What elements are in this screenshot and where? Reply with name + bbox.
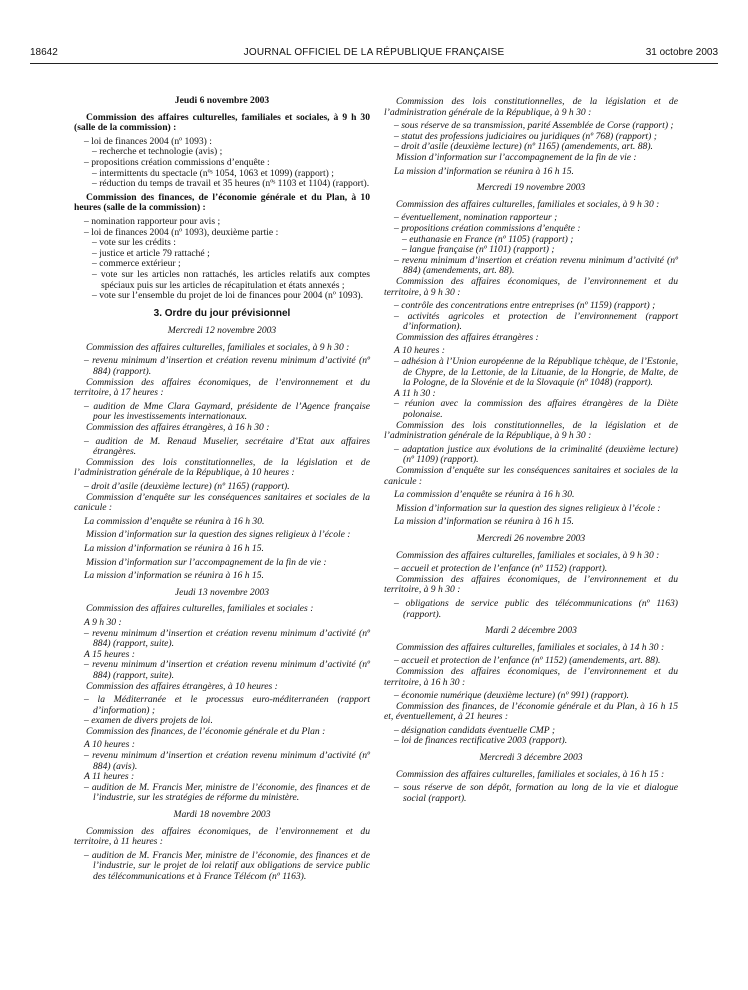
committee-entry: Commission des affaires étrangères : [396,331,539,343]
agenda-item: – la Méditerranée et le processus euro-méditerranéen (rapport d’information) ; [84,694,370,716]
day-heading: Mercredi 12 novembre 2003 [167,325,277,337]
committee-entry: Commission des lois constitutionnelles, de la législation et de l’administration générale de la République, à 9 h 30 : [384,96,678,118]
agenda-item: – loi de finances rectificative 2003 (rapport). [394,735,568,747]
agenda-item: – propositions création commissions d’enquête : [84,156,270,168]
day-heading: Mercredi 3 décembre 2003 [479,752,583,764]
agenda-item: – revenu minimum d’insertion et création revenu minimum d’activité (nº 884) (amendements, art. 88). [394,254,678,277]
agenda-item: – droit d’asile (deuxième lecture) (nº 1165) (rapport). [84,481,290,492]
agenda-item: – sous réserve de son dépôt, formation au long de la vie et dialogue social (rapport). [394,782,678,804]
issue-date: 31 octobre 2003 [645,47,718,58]
committee-entry: Mission d’information sur l’accompagnement de la fin de vie : [396,151,637,163]
agenda-item: – examen de divers projets de loi. [84,715,213,727]
agenda-item: – adhésion à l’Union européenne de la République tchèque, de l’Estonie, de Chypre, de la Lettonie, de la Lituanie, de la Hongrie, de Malte, de la Pologne, de la Slovénie et de la Slovaquie (nº 1048) (rapport). [394,356,678,389]
committee-entry: Commission d’enquête sur les conséquences sanitaires et sociales de la canicule : [384,465,678,487]
meeting-note: La mission d’information se réunira à 16 h 15. [84,542,264,554]
agenda-item: – langue française (nº 1101) (rapport) ; [402,244,555,256]
committee-entry: Commission des affaires culturelles, familiales et sociales, à 9 h 30 (salle de la commission) : [74,111,370,134]
committee-entry: Commission des affaires étrangères, à 10 heures : [86,680,278,692]
committee-entry: Commission des affaires culturelles, familiales et sociales, à 9 h 30 : [86,341,350,353]
agenda-item: – nomination rapporteur pour avis ; [84,215,221,227]
page-number: 18642 [30,47,58,58]
agenda-item: – économie numérique (deuxième lecture) (nº 991) (rapport). [394,690,629,702]
committee-entry: Commission des finances, de l’économie générale et du Plan, à 10 heures (salle de la commission) : [74,191,370,214]
committee-entry: Commission des finances, de l’économie générale et du Plan, à 16 h 15 et, éventuellement, à 21 heures : [384,700,678,723]
page-header [30,47,718,63]
agenda-item: – revenu minimum d’insertion et création revenu minimum d’activité (nº 884) (rapport, suite). [84,627,370,650]
time-heading: A 10 heures : [394,345,445,357]
agenda-item: – droit d’asile (deuxième lecture) (nº 1165) (amendements, art. 88). [394,141,653,153]
meeting-note: La commission d’enquête se réunira à 16 h 30. [394,489,575,501]
committee-entry: Commission des affaires culturelles, familiales et sociales, à 9 h 30 : [396,198,660,210]
committee-entry: Commission des affaires économiques, de l’environnement et du territoire, à 17 heures : [74,376,370,399]
committee-entry: Commission des affaires culturelles, familiales et sociales, à 16 h 15 : [396,768,665,780]
agenda-item: – vote sur les articles non rattachés, les articles relatifs aux comptes spéciaux puis sur les articles de récapitulation et états annexés ; [92,268,370,291]
agenda-item: – revenu minimum d’insertion et création revenu minimum d’activité (nº 884) (avis). [84,750,370,772]
agenda-item: – loi de finances 2004 (nº 1093) : [84,135,212,147]
day-heading: Mardi 2 décembre 2003 [485,625,577,637]
agenda-item: – audition de Mme Clara Gaymard, présidente de l’Agence française pour les investissements internationaux. [84,400,370,423]
committee-entry: Commission d’enquête sur les conséquences sanitaires et sociales de la canicule : [74,491,370,514]
agenda-item: – euthanasie en France (nº 1105) (rapport) ; [402,233,574,245]
agenda-item: – loi de finances 2004 (nº 1093), deuxième partie : [84,226,279,238]
committee-entry: Commission des affaires culturelles, familiales et sociales, à 9 h 30 : [396,549,660,561]
meeting-note: La mission d’information se réunira à 16 h 15. [394,516,574,528]
agenda-item: – revenu minimum d’insertion et création revenu minimum d’activité (nº 884) (rapport, suite). [84,659,370,681]
section-heading: 3. Ordre du jour prévisionnel [153,307,291,319]
day-heading: Mercredi 19 novembre 2003 [476,182,586,194]
left-column [74,96,370,883]
agenda-item: – sous réserve de sa transmission, parité Assemblée de Corse (rapport) ; [394,120,674,132]
agenda-item: – adaptation justice aux évolutions de la criminalité (deuxième lecture) (nº 1109) (rapport). [394,443,678,466]
right-column [384,97,678,804]
committee-entry: Commission des affaires culturelles, familiales et sociales : [86,603,314,615]
committee-entry: Commission des affaires culturelles, familiales et sociales, à 14 h 30 : [396,641,665,653]
day-heading: Jeudi 6 novembre 2003 [174,95,270,106]
committee-entry: Commission des affaires économiques, de l’environnement et du territoire, à 16 h 30 : [384,665,678,688]
agenda-item: – audition de M. Francis Mer, ministre de l’économie, des finances et de l’industrie, sur le projet de loi relatif aux obligations de service public des télécommunications et à France Télécom (nº 1163). [84,849,370,882]
journal-title: JOURNAL OFFICIEL DE LA RÉPUBLIQUE FRANÇAISE [243,47,505,58]
committee-entry: Commission des affaires économiques, de l’environnement et du territoire, à 9 h 30 : [384,275,678,298]
meeting-note: La mission d’information se réunira à 16 h 15. [84,570,264,582]
agenda-item: – justice et article 79 rattaché ; [92,247,210,259]
agenda-item: – réduction du temps de travail et 35 heures (nºˢ 1103 et 1104) (rapport). [92,178,370,190]
time-heading: A 11 heures : [84,771,135,783]
day-heading: Jeudi 13 novembre 2003 [174,586,270,598]
agenda-item: – recherche et technologie (avis) ; [92,146,223,158]
agenda-item: – désignation candidats éventuelle CMP ; [394,724,556,736]
agenda-item: – éventuellement, nomination rapporteur ; [394,212,558,224]
day-heading: Mercredi 26 novembre 2003 [476,532,586,544]
agenda-item: – obligations de service public des télécommunications (nº 1163) (rapport). [394,597,678,620]
agenda-item: – audition de M. Renaud Muselier, secrétaire d’Etat aux affaires étrangères. [84,435,370,458]
committee-entry: Commission des lois constitutionnelles, de la législation et de l’administration générale de la République, à 10 heures : [74,456,370,479]
agenda-item: – commerce extérieur ; [92,258,181,270]
committee-entry: Mission d’information sur la question des signes religieux à l’école : [396,502,661,514]
committee-entry: Mission d’information sur l’accompagnement de la fin de vie : [86,556,327,568]
agenda-item: – statut des professions judiciaires ou juridiques (nº 768) (rapport) ; [394,130,657,142]
agenda-item: – accueil et protection de l’enfance (nº 1152) (amendements, art. 88). [394,655,661,667]
committee-entry: Commission des lois constitutionnelles, de la législation et de l’administration générale de la République, à 9 h 30 : [384,419,678,442]
header-rule [30,63,718,64]
committee-entry: Commission des finances, de l’économie générale et du Plan : [86,725,326,737]
agenda-item: – intermittents du spectacle (nºˢ 1054, 1063 et 1099) (rapport) ; [92,167,334,179]
meeting-note: La commission d’enquête se réunira à 16 h 30. [84,515,265,527]
agenda-item: – audition de M. Francis Mer, ministre de l’économie, des finances et de l’industrie, sur les stratégies de réforme du ministère. [84,781,370,804]
committee-entry: Commission des affaires étrangères, à 16 h 30 : [86,422,270,434]
day-heading: Mardi 18 novembre 2003 [173,809,271,821]
agenda-item: – réunion avec la commission des affaires étrangères de la Diète polonaise. [394,398,678,421]
time-heading: A 11 h 30 : [394,387,436,399]
agenda-item: – vote sur l’ensemble du projet de loi de finances pour 2004 (nº 1093). [92,290,363,302]
agenda-item: – propositions création commissions d’enquête : [394,222,581,234]
committee-entry: Commission des affaires économiques, de l’environnement et du territoire, à 9 h 30 : [384,573,678,596]
committee-entry: Mission d’information sur la question des signes religieux à l’école : [86,529,351,541]
committee-entry: Commission des affaires économiques, de l’environnement et du territoire, à 11 heures : [74,825,370,848]
agenda-item: – revenu minimum d’insertion et création revenu minimum d’activité (nº 884) (rapport). [84,355,370,378]
time-heading: A 10 heures : [84,739,135,751]
time-heading: A 9 h 30 : [84,616,122,628]
agenda-item: – accueil et protection de l’enfance (nº 1152) (rapport). [394,563,608,575]
agenda-item: – activités agricoles et protection de l’environnement (rapport d’information). [394,310,678,333]
meeting-note: La mission d’information se réunira à 16 h 15. [394,165,574,177]
agenda-item: – vote sur les crédits : [92,237,176,249]
agenda-item: – contrôle des concentrations entre entreprises (nº 1159) (rapport) ; [394,300,656,312]
time-heading: A 15 heures : [84,648,135,660]
